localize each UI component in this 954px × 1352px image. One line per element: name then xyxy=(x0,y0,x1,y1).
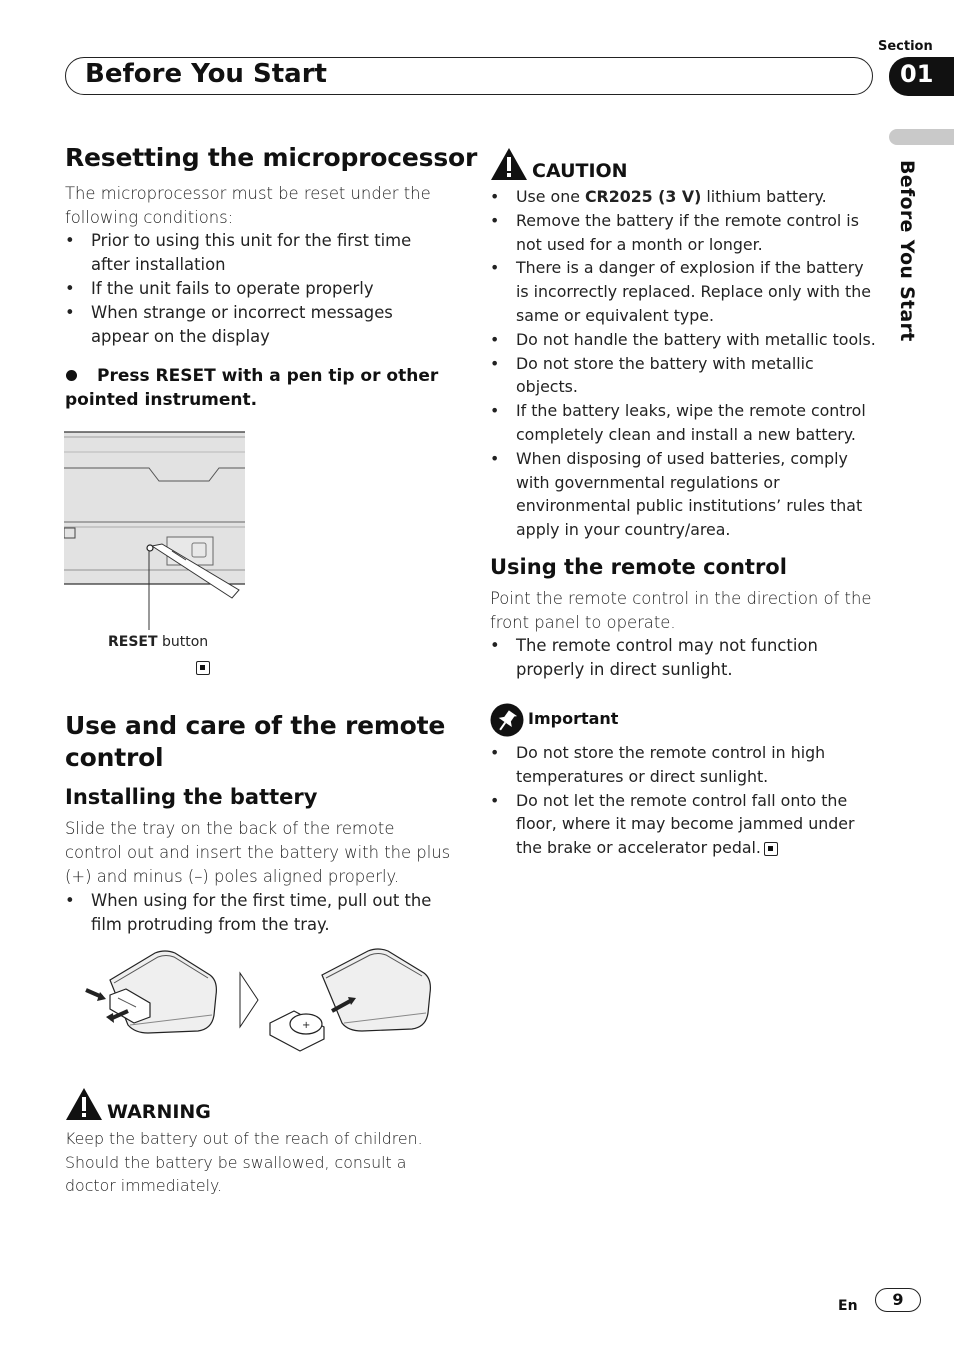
caution-list xyxy=(490,185,880,542)
list-item xyxy=(490,185,880,209)
installing-battery-text: Slide the tray on the back of the remote control out and insert the battery with the plus (+) and minus (–) poles aligned properly. xyxy=(65,819,451,886)
list-item: • Prior to using this unit for the first time after installation xyxy=(65,229,435,277)
list-item: • There is a danger of explosion if the battery is incorrectly replaced. Replace only with the same or equivalent type. xyxy=(490,256,880,327)
caution-item-prefix: Use one xyxy=(516,187,585,206)
using-remote-list xyxy=(490,634,875,682)
side-tab-label: Before You Start xyxy=(896,160,918,342)
important-list xyxy=(490,741,878,860)
warning-heading: WARNING xyxy=(107,1101,211,1123)
reset-intro: The microprocessor must be reset under the following conditions: xyxy=(65,184,431,227)
important-pushpin-icon xyxy=(490,703,524,737)
caution-triangle-icon xyxy=(490,147,528,181)
battery-type: CR2025 (3 V) xyxy=(584,187,702,206)
reset-figure-caption xyxy=(108,634,208,650)
step-dot-icon xyxy=(66,370,77,381)
caution-item-suffix: lithium battery. xyxy=(701,187,827,206)
using-remote-text: Point the remote control in the direction of the front panel to operate. xyxy=(490,589,872,632)
reset-step-text: Press RESET with a pen tip or other pointed instrument. xyxy=(65,366,439,410)
use-care-heading: Use and care of the remote control xyxy=(65,711,446,772)
page-number: 9 xyxy=(875,1288,921,1312)
important-item-text: Do not let the remote control fall onto the floor, where it may become jammed under the brake or accelerator pedal. xyxy=(516,790,855,858)
reset-conditions-list xyxy=(65,229,435,349)
section-number-badge: 01 xyxy=(889,57,954,96)
list-item: • If the unit fails to operate properly xyxy=(65,277,435,301)
svg-text:+: + xyxy=(302,1020,311,1031)
warning-text: Keep the battery out of the reach of children. Should the battery be swallowed, consult a doctor immediately. xyxy=(65,1129,423,1196)
list-item: • When disposing of used batteries, comply with governmental regulations or environmental public institutions’ rules that apply in your country/area. xyxy=(490,447,880,542)
reset-step xyxy=(65,364,445,412)
installing-battery-heading: Installing the battery xyxy=(65,785,318,809)
installing-battery-list xyxy=(65,889,445,937)
list-item: • The remote control may not function properly in direct sunlight. xyxy=(490,634,875,682)
language-label: En xyxy=(838,1298,858,1314)
list-item: • Remove the battery if the remote control is not used for a month or longer. xyxy=(490,209,880,257)
section-label: Section xyxy=(878,39,933,54)
warning-triangle-icon xyxy=(65,1087,103,1121)
end-of-section-icon xyxy=(196,661,210,675)
list-item xyxy=(490,789,878,860)
list-item: • When strange or incorrect messages appear on the display xyxy=(65,301,435,349)
list-item: • Do not store the battery with metallic objects. xyxy=(490,352,880,400)
important-heading: Important xyxy=(528,709,619,728)
list-item: • Do not store the remote control in high temperatures or direct sunlight. xyxy=(490,741,878,789)
list-item: • Do not handle the battery with metallic tools. xyxy=(490,328,880,352)
using-remote-heading: Using the remote control xyxy=(490,555,787,579)
page-title: Before You Start xyxy=(85,59,327,89)
reset-heading: Resetting the microprocessor xyxy=(65,143,478,172)
side-tab-marker xyxy=(889,129,954,145)
caution-heading: CAUTION xyxy=(532,160,628,182)
battery-installation-illustration xyxy=(80,945,440,1060)
reset-figure-caption-bold: RESET xyxy=(108,634,158,650)
list-item: • If the battery leaks, wipe the remote control completely clean and install a new battery. xyxy=(490,399,880,447)
list-item: • When using for the first time, pull out the film protruding from the tray. xyxy=(65,889,445,937)
end-of-section-icon xyxy=(764,842,778,856)
reset-figure-caption-text: button xyxy=(162,634,209,650)
